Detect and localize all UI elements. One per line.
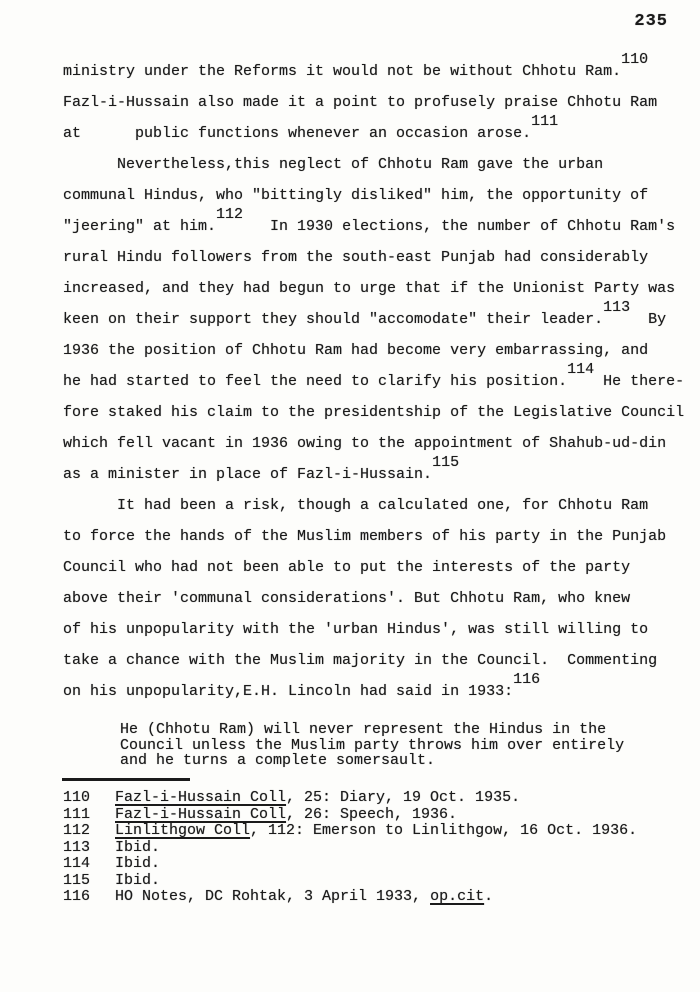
underlined-citation: Fazl-i-Hussain Coll: [115, 789, 287, 806]
text-line: Nevertheless,this neglect of Chhotu Ram gave the urban: [63, 156, 604, 173]
text-line: "jeering" at him.112 In 1930 elections, the number of Chhotu Ram's: [63, 206, 676, 235]
footnote-text: Ibid.: [115, 838, 161, 856]
footnote-text: HO Notes, DC Rohtak, 3 April 1933, op.cit.: [115, 888, 494, 905]
footnote-ref: 114: [567, 361, 595, 378]
footnote-number: 116: [63, 888, 91, 905]
footnote-row: [63, 889, 637, 906]
footnote-ref: 113: [603, 299, 631, 316]
underlined-citation: Linlithgow Coll: [115, 822, 251, 839]
footnote-row: [63, 823, 637, 840]
text-line: Council who had not been able to put the interests of the party: [63, 559, 631, 576]
text-line: 1936 the position of Chhotu Ram had become very embarrassing, and: [63, 342, 649, 359]
text-line: take a chance with the Muslim majority in the Council. Commenting: [63, 652, 658, 669]
footnote-row: [63, 873, 637, 890]
footnote-number: 113: [63, 838, 91, 856]
text-line: ministry under the Reforms it would not be without Chhotu Ram.110: [63, 51, 649, 80]
footnote-ref: 116: [513, 671, 541, 688]
text-line: keen on their support they should "accomodate" their leader.113 By: [63, 299, 667, 328]
footnote-ref: 110: [621, 51, 649, 68]
text-line: of his unpopularity with the 'urban Hindus', was still willing to: [63, 621, 649, 638]
footnote-ref: 111: [531, 113, 559, 130]
text-line: increased, and they had begun to urge that if the Unionist Party was: [63, 280, 676, 297]
footnote-row: [63, 840, 637, 857]
text-line: Fazl-i-Hussain also made it a point to profusely praise Chhotu Ram: [63, 94, 658, 111]
body-text: [63, 51, 685, 707]
quote-line: and he turns a complete somersault.: [120, 752, 436, 769]
text-line: he had started to feel the need to clarify his position.114 He there-: [63, 361, 685, 390]
footnote-row: [63, 856, 637, 873]
text-line: rural Hindu followers from the south-east Punjab had considerably: [63, 249, 649, 266]
text-line: It had been a risk, though a calculated one, for Chhotu Ram: [63, 497, 649, 514]
footnotes: [63, 790, 637, 906]
text-line: above their 'communal considerations'. But Chhotu Ram, who knew: [63, 590, 631, 607]
underlined-citation: op.cit: [430, 888, 485, 905]
footnote-text: Ibid.: [115, 871, 161, 889]
footnote-ref: 112: [216, 206, 244, 223]
underlined-citation: Fazl-i-Hussain Coll: [115, 805, 287, 823]
text-line: which fell vacant in 1936 owing to the appointment of Shahub-ud-din: [63, 435, 667, 452]
footnote-text: Ibid.: [115, 855, 161, 872]
footnote-text: Fazl-i-Hussain Coll, 26: Speech, 1936.: [115, 805, 458, 823]
block-quote: [120, 722, 624, 769]
text-line: as a minister in place of Fazl-i-Hussain.115: [63, 454, 460, 483]
text-line: on his unpopularity,E.H. Lincoln had said in 1933:116: [63, 671, 541, 700]
footnote-number: 110: [63, 789, 91, 806]
footnote-row: [63, 807, 637, 824]
text-line: at public functions whenever an occasion arose.111: [63, 113, 559, 142]
footnote-text: Linlithgow Coll, 112: Emerson to Linlithgow, 16 Oct. 1936.: [115, 822, 638, 839]
page-number: 235: [634, 12, 668, 31]
footnote-ref: 115: [432, 454, 460, 471]
footnote-number: 114: [63, 855, 91, 872]
footnote-separator: [62, 778, 190, 781]
footnote-number: 115: [63, 871, 91, 889]
quote-line: He (Chhotu Ram) will never represent the Hindus in the: [120, 721, 607, 738]
footnote-number: 111: [63, 805, 91, 823]
text-line: fore staked his claim to the presidentship of the Legislative Council: [63, 404, 685, 421]
footnote-row: [63, 790, 637, 807]
quote-line: Council unless the Muslim party throws him over entirely: [120, 736, 625, 754]
footnote-text: Fazl-i-Hussain Coll, 25: Diary, 19 Oct. 1935.: [115, 789, 521, 806]
footnote-number: 112: [63, 822, 91, 839]
text-line: to force the hands of the Muslim members of his party in the Punjab: [63, 528, 667, 545]
text-line: communal Hindus, who "bittingly disliked" him, the opportunity of: [63, 187, 649, 204]
